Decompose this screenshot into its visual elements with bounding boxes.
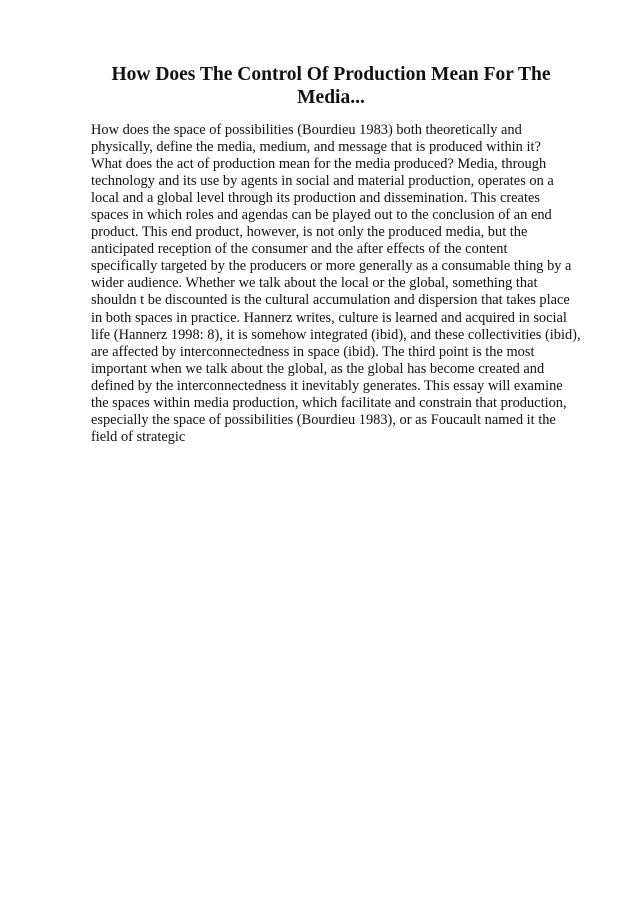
document-title: [96, 63, 566, 109]
body-line: How does the space of possibilities (Bourdieu 1983) both theoretically and: [91, 122, 522, 138]
body-line: physically, define the media, medium, and message that is produced within it?: [91, 139, 541, 156]
body-line: technology and its use by agents in social and material production, operates on a: [91, 173, 554, 190]
body-line: the spaces within media production, which facilitate and constrain that production,: [91, 394, 567, 411]
body-line: important when we talk about the global, as the global has become created and: [91, 360, 545, 377]
title-line: How Does The Control Of Production Mean For The: [111, 64, 551, 85]
body-line: What does the act of production mean for the media produced? Media, through: [91, 156, 547, 173]
body-line: product. This end product, however, is not only the produced media, but the: [91, 224, 528, 241]
body-line: field of strategic: [91, 428, 186, 445]
body-line: shouldn t be discounted is the cultural accumulation and dispersion that takes place: [91, 292, 570, 309]
body-line: in both spaces in practice. Hannerz writes, culture is learned and acquired in social: [91, 309, 567, 326]
body-line: anticipated reception of the consumer and the after effects of the content: [91, 241, 508, 258]
title-line: Media...: [297, 87, 365, 108]
body-line: specifically targeted by the producers or more generally as a consumable thing by a: [91, 258, 572, 275]
document-body: [91, 122, 581, 446]
body-line: life (Hannerz 1998: 8), it is somehow integrated (ibid), and these collectivities (ibid),: [91, 326, 581, 343]
body-line: wider audience. Whether we talk about the local or the global, something that: [91, 275, 538, 292]
body-line: are affected by interconnectedness in space (ibid). The third point is the most: [91, 343, 535, 360]
body-line: local and a global level through its production and dissemination. This creates: [91, 190, 540, 207]
body-line: spaces in which roles and agendas can be played out to the conclusion of an end: [91, 207, 552, 224]
body-line: especially the space of possibilities (Bourdieu 1983), or as Foucault named it the: [91, 411, 556, 428]
body-line: defined by the interconnectedness it inevitably generates. This essay will examine: [91, 377, 563, 394]
